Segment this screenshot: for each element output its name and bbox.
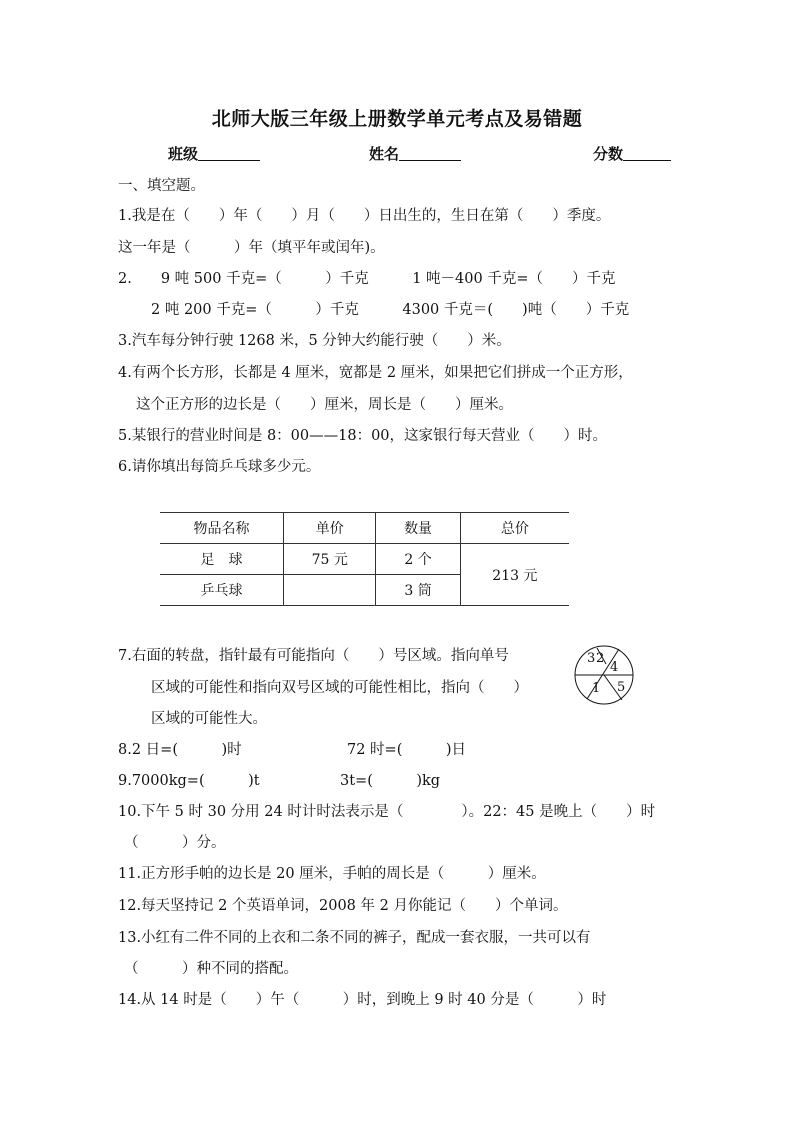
score-blank[interactable] xyxy=(623,146,671,161)
question-7-line-3: 区域的可能性大。 xyxy=(151,711,267,727)
cell-unit-price-blank[interactable] xyxy=(284,575,376,606)
score-field xyxy=(593,143,671,164)
question-13-line-1: 13.小红有二件不同的上衣和二条不同的裤子，配成一套衣服，一共可以有 xyxy=(118,930,591,946)
question-14: 14.从 14 时是（ ）午（ ）时，到晚上 9 时 40 分是（ ）时 xyxy=(118,992,607,1008)
page-title: 北师大版三年级上册数学单元考点及易错题 xyxy=(211,108,583,130)
table-header-row xyxy=(160,513,569,544)
spinner-label-5: 5 xyxy=(617,680,626,695)
question-5: 5.某银行的营业时间是 8：00——18：00，这家银行每天营业（ ）时。 xyxy=(118,428,608,444)
question-9-part-1: 9.7000kg=( )t xyxy=(118,773,260,789)
question-10-line-1: 10.下午 5 时 30 分用 24 时计时法表示是（ ）。22：45 是晚上（ ）时 xyxy=(118,804,656,820)
name-field xyxy=(369,143,461,164)
question-4-line-2: 这个正方形的边长是（ ）厘米，周长是（ ）厘米。 xyxy=(136,397,513,413)
question-11: 11.正方形手帕的边长是 20 厘米，手帕的周长是（ ）厘米。 xyxy=(118,866,546,882)
score-label: 分数 xyxy=(593,145,624,163)
header-total: 总价 xyxy=(460,513,569,544)
question-13-line-2: （ ）种不同的搭配。 xyxy=(124,961,298,977)
name-label: 姓名 xyxy=(369,145,400,163)
question-8-part-2: 72 时=( )日 xyxy=(347,742,467,758)
spinner-label-4: 4 xyxy=(610,660,619,675)
header-unit-price: 单价 xyxy=(284,513,376,544)
question-6: 6.请你填出每筒乒乓球多少元。 xyxy=(118,459,321,475)
cell-total: 213 元 xyxy=(460,544,569,606)
name-blank[interactable] xyxy=(399,146,461,161)
spinner-label-3: 3 xyxy=(587,651,596,666)
spinner-label-2: 2 xyxy=(596,651,605,666)
question-10-line-2: （ ）分。 xyxy=(124,835,226,851)
cell-quantity: 3 筒 xyxy=(376,575,460,606)
cell-quantity: 2 个 xyxy=(376,544,460,575)
question-1-line-2: 这一年是（ ）年（填平年或闰年)。 xyxy=(118,240,385,256)
cell-unit-price: 75 元 xyxy=(284,544,376,575)
class-blank[interactable] xyxy=(198,146,260,161)
class-label: 班级 xyxy=(168,145,199,163)
spinner-diagram xyxy=(573,644,635,706)
section-heading: 一、填空题。 xyxy=(118,178,205,194)
price-table xyxy=(160,512,569,606)
spinner-label-1: 1 xyxy=(592,681,601,696)
header-quantity: 数量 xyxy=(376,513,460,544)
question-9-part-2: 3t=( )kg xyxy=(340,773,441,789)
question-3: 3.汽车每分钟行驶 1268 米，5 分钟大约能行驶（ ）米。 xyxy=(118,333,511,349)
class-field xyxy=(168,143,260,164)
question-8-part-1: 8.2 日=( )时 xyxy=(118,742,242,758)
header-item: 物品名称 xyxy=(160,513,284,544)
table-row xyxy=(160,544,569,575)
cell-item: 乒乓球 xyxy=(160,575,284,606)
question-7-line-1: 7.右面的转盘，指针最有可能指向（ ）号区域。指向单号 xyxy=(118,648,509,664)
question-2-line-1: 2. 9 吨 500 千克=（ ）千克 1 吨－400 千克=（ ）千克 xyxy=(118,271,616,287)
question-12: 12.每天坚持记 2 个英语单词，2008 年 2 月你能记（ ）个单词。 xyxy=(118,898,568,914)
cell-item: 足 球 xyxy=(160,544,284,575)
question-7-line-2: 区域的可能性和指向双号区域的可能性相比，指向（ ） xyxy=(151,680,528,696)
question-4-line-1: 4.有两个长方形，长都是 4 厘米，宽都是 2 厘米，如果把它们拼成一个正方形， xyxy=(118,365,633,381)
question-1-line-1: 1.我是在（ ）年（ ）月（ ）日出生的，生日在第（ ）季度。 xyxy=(118,208,611,224)
question-2-line-2: 2 吨 200 千克=（ ）千克 4300 千克＝( )吨（ ）千克 xyxy=(151,302,630,318)
